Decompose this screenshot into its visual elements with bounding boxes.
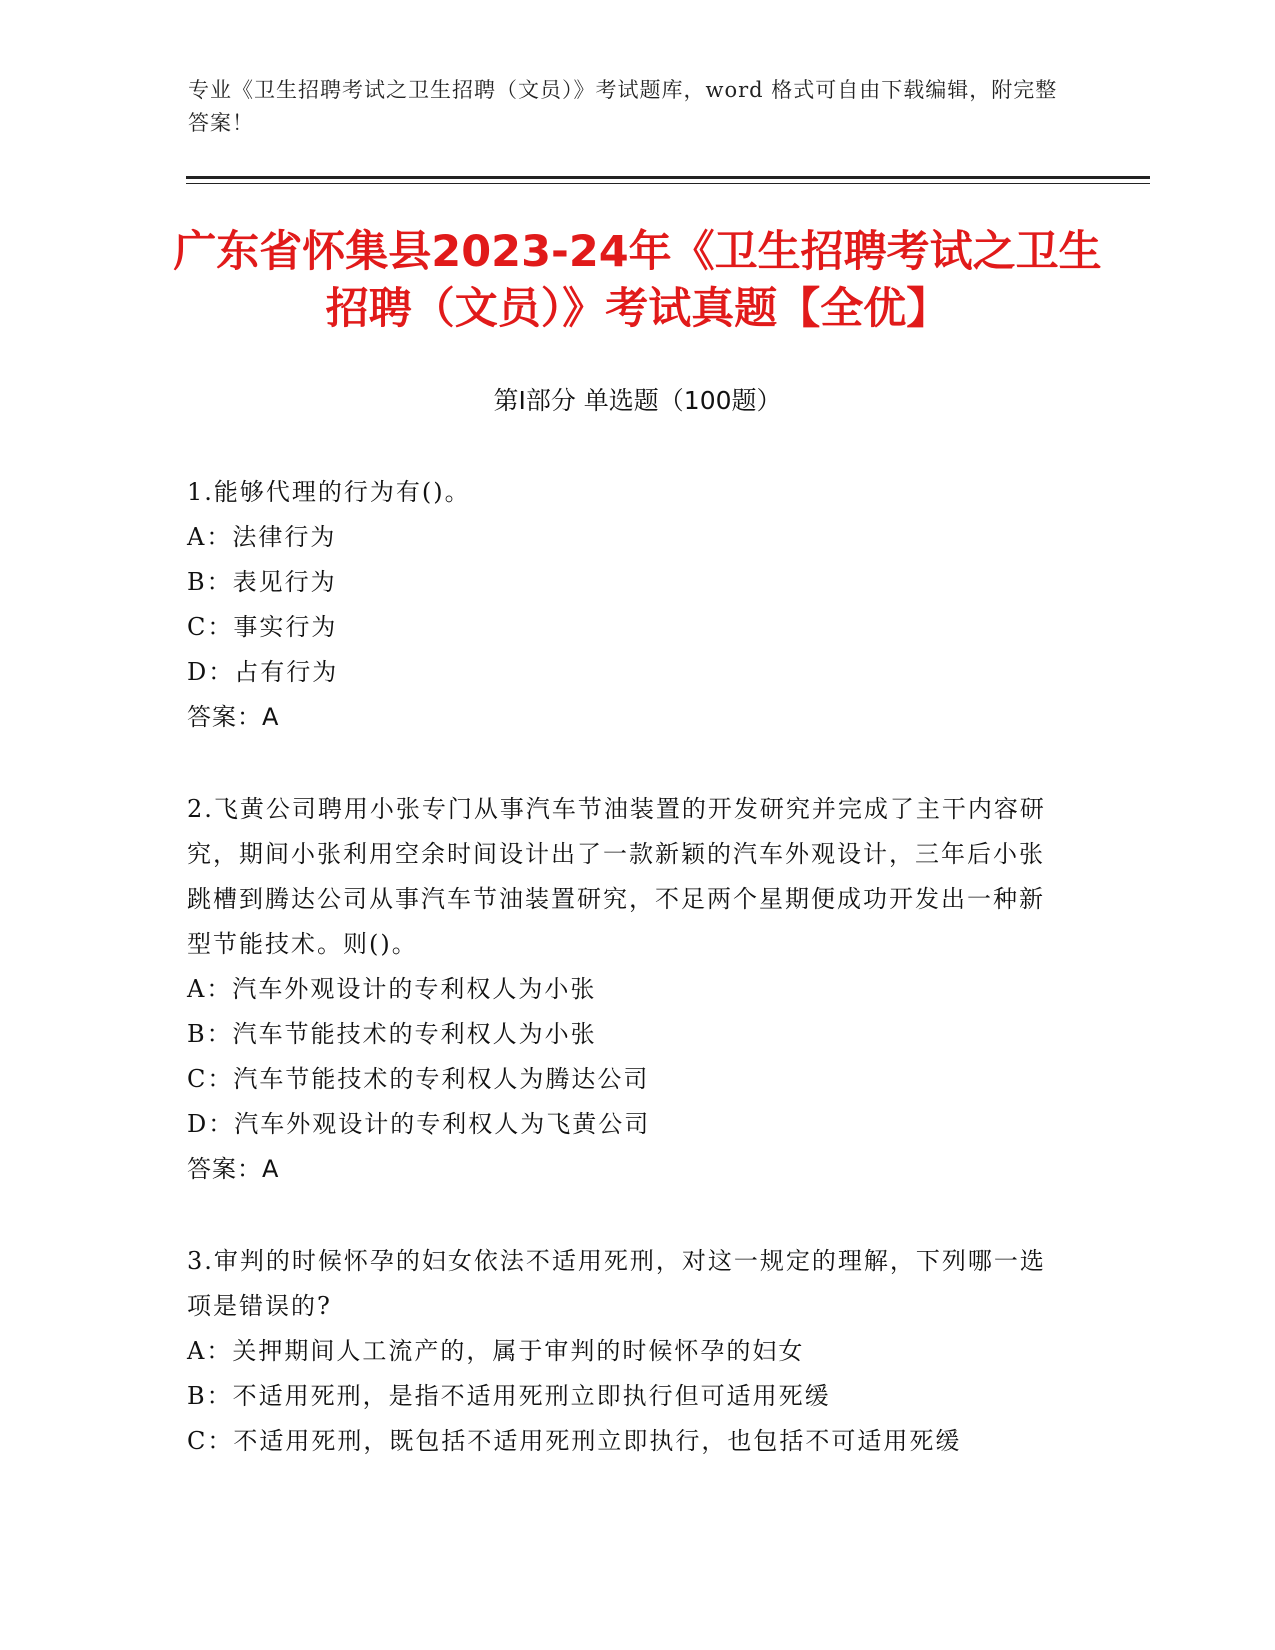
header-divider-thick: [186, 176, 1150, 179]
option-d: D：汽车外观设计的专利权人为飞黄公司: [187, 1110, 651, 1138]
option-a: A：关押期间人工流产的，属于审判的时候怀孕的妇女: [187, 1337, 805, 1365]
option-b: B：不适用死刑，是指不适用死刑立即执行但可适用死缓: [187, 1382, 831, 1410]
option-a: A：法律行为: [187, 523, 337, 551]
answer: 答案：A: [187, 703, 280, 731]
option-c: C：不适用死刑，既包括不适用死刑立即执行，也包括不可适用死缓: [187, 1427, 962, 1455]
option-b: B：汽车节能技术的专利权人为小张: [187, 1020, 597, 1048]
option-c: C：汽车节能技术的专利权人为腾达公司: [187, 1065, 650, 1093]
option-c: C：事实行为: [187, 613, 338, 641]
section-title: 第I部分 单选题（100题）: [493, 386, 782, 415]
question-1: [187, 470, 1067, 740]
question-list: [187, 470, 1067, 1464]
question-3: [187, 1239, 1067, 1464]
document-title: 广东省怀集县2023-24年《卫生招聘考试之卫生招聘（文员）》考试真题【全优】: [173, 227, 1102, 334]
answer: 答案：A: [187, 1155, 280, 1183]
question-stem: 2.飞黄公司聘用小张专门从事汽车节油装置的开发研究并完成了主干内容研究，期间小张利用空余时间设计出了一款新颖的汽车外观设计，三年后小张跳槽到腾达公司从事汽车节油装置研究，不足两个星期便成功开发出一种新型节能技术。则()。: [187, 795, 1046, 958]
option-a: A：汽车外观设计的专利权人为小张: [187, 975, 597, 1003]
header-text: 专业《卫生招聘考试之卫生招聘（文员）》考试题库，word 格式可自由下载编辑，附完整答案！: [188, 78, 1058, 135]
option-b: B：表见行为: [187, 568, 337, 596]
header-divider-thin: [186, 183, 1150, 184]
question-stem: 1.能够代理的行为有()。: [187, 478, 471, 506]
question-stem: 3.审判的时候怀孕的妇女依法不适用死刑，对这一规定的理解，下列哪一选项是错误的?: [187, 1247, 1046, 1320]
question-2: [187, 787, 1067, 1192]
option-d: D：占有行为: [187, 658, 339, 686]
